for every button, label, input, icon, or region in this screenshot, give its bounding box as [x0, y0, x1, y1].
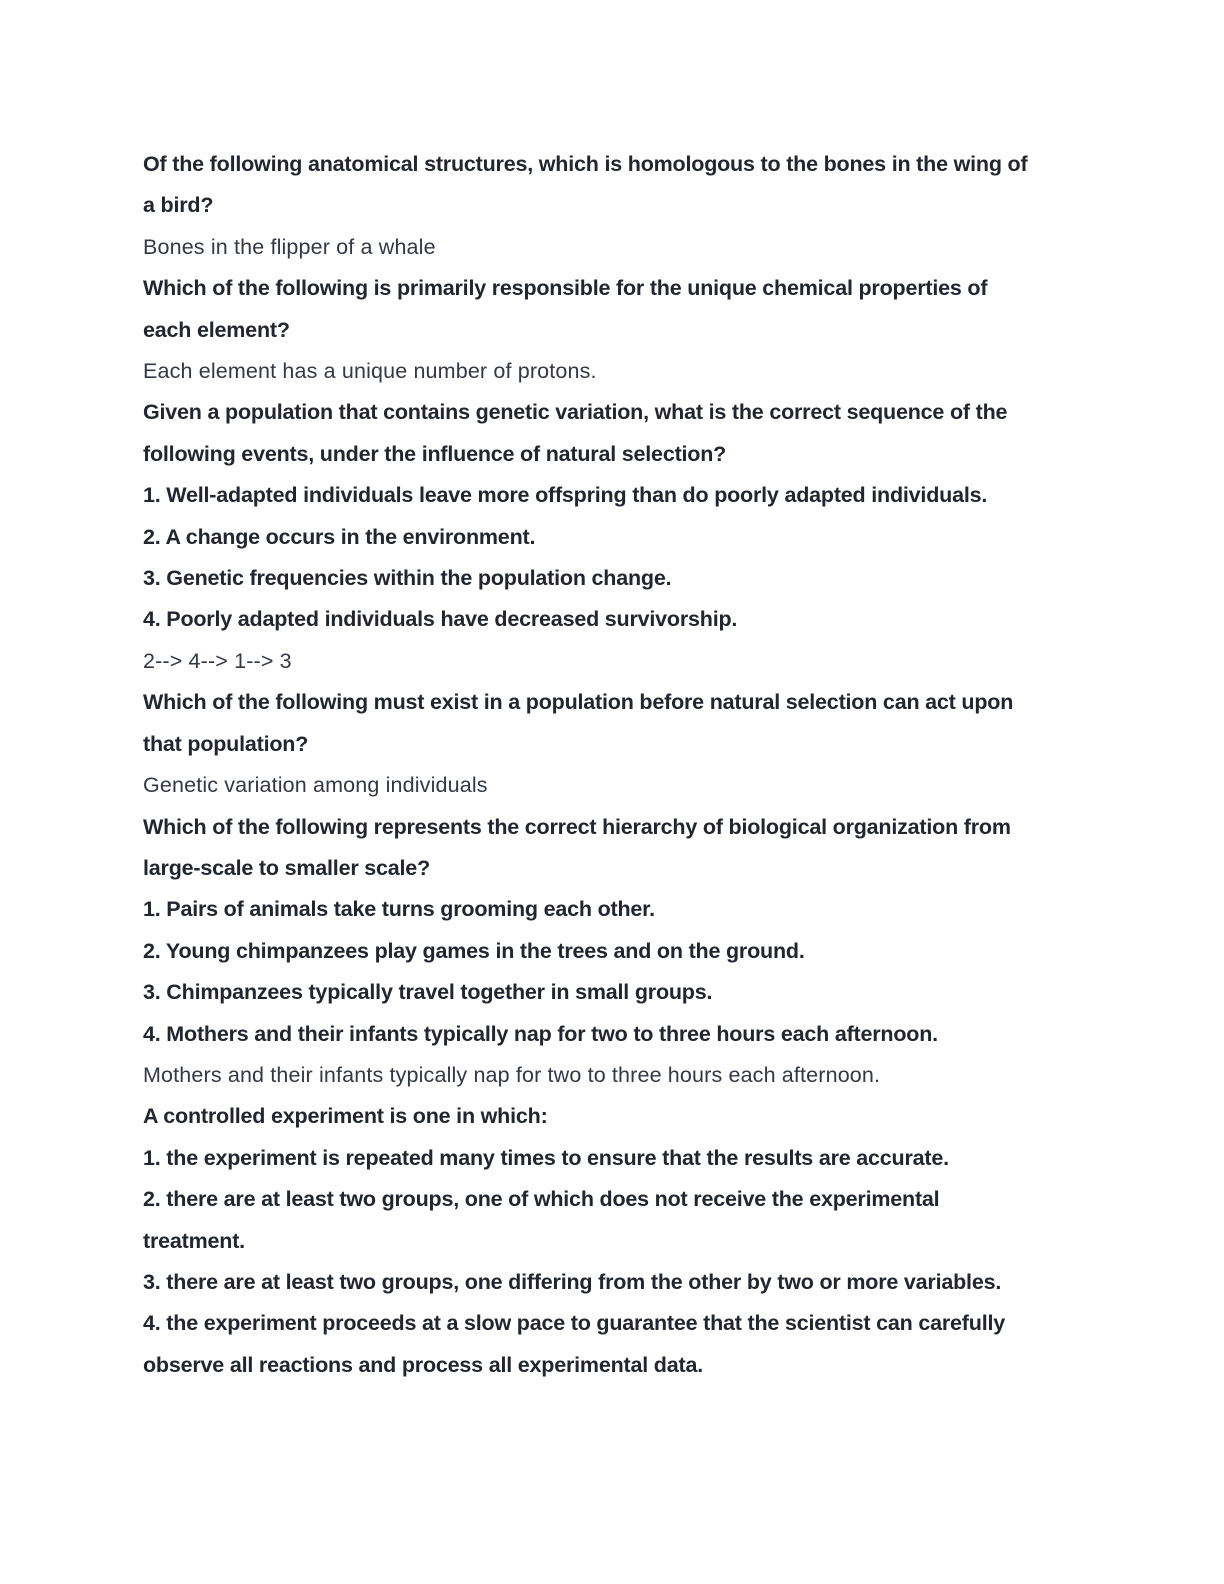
answer-5: Mothers and their infants typically nap for two to three hours each afternoon. [143, 1062, 881, 1087]
question-4-line-2: that population? [143, 731, 309, 756]
question-1-line-2: a bird? [143, 193, 214, 218]
question-6-option-4-line-1: 4. the experiment proceeds at a slow pace to guarantee that the scientist can carefully [143, 1311, 1006, 1336]
question-5-line-1: Which of the following represents the correct hierarchy of biological organization from [143, 814, 1011, 839]
question-1-line-1: Of the following anatomical structures, which is homologous to the bones in the wing of [143, 152, 1028, 176]
question-5-line-2: large-scale to smaller scale? [143, 855, 431, 880]
question-6-option-4-line-2: observe all reactions and process all experimental data. [143, 1352, 703, 1377]
question-4-line-1: Which of the following must exist in a population before natural selection can act upon [143, 690, 1014, 715]
question-3-option-2: 2. A change occurs in the environment. [143, 524, 536, 549]
question-6-option-3: 3. there are at least two groups, one differing from the other by two or more variables. [143, 1269, 1002, 1294]
document-page [143, 144, 1078, 1386]
answer-4: Genetic variation among individuals [143, 773, 488, 798]
question-3-option-4: 4. Poorly adapted individuals have decreased survivorship. [143, 607, 738, 632]
question-5-option-4: 4. Mothers and their infants typically nap for two to three hours each afternoon. [143, 1021, 938, 1046]
question-6-option-2-line-2: treatment. [143, 1228, 245, 1253]
answer-2: Each element has a unique number of protons. [143, 359, 597, 384]
question-6-option-2-line-1: 2. there are at least two groups, one of which does not receive the experimental [143, 1187, 940, 1212]
question-6-line-1: A controlled experiment is one in which: [143, 1104, 548, 1129]
question-3-line-2: following events, under the influence of natural selection? [143, 441, 727, 466]
answer-1: Bones in the flipper of a whale [143, 234, 436, 259]
question-2-line-2: each element? [143, 317, 290, 342]
question-5-option-2: 2. Young chimpanzees play games in the trees and on the ground. [143, 938, 805, 963]
answer-3: 2--> 4--> 1--> 3 [143, 648, 292, 673]
question-6-option-1: 1. the experiment is repeated many times to ensure that the results are accurate. [143, 1145, 949, 1170]
question-3-line-1: Given a population that contains genetic variation, what is the correct sequence of the [143, 400, 1008, 425]
question-3-option-1: 1. Well-adapted individuals leave more offspring than do poorly adapted individuals. [143, 483, 988, 508]
question-5-option-3: 3. Chimpanzees typically travel together in small groups. [143, 980, 713, 1005]
question-2-line-1: Which of the following is primarily responsible for the unique chemical properties of [143, 276, 988, 301]
question-3-option-3: 3. Genetic frequencies within the population change. [143, 566, 672, 591]
question-5-option-1: 1. Pairs of animals take turns grooming each other. [143, 897, 655, 922]
